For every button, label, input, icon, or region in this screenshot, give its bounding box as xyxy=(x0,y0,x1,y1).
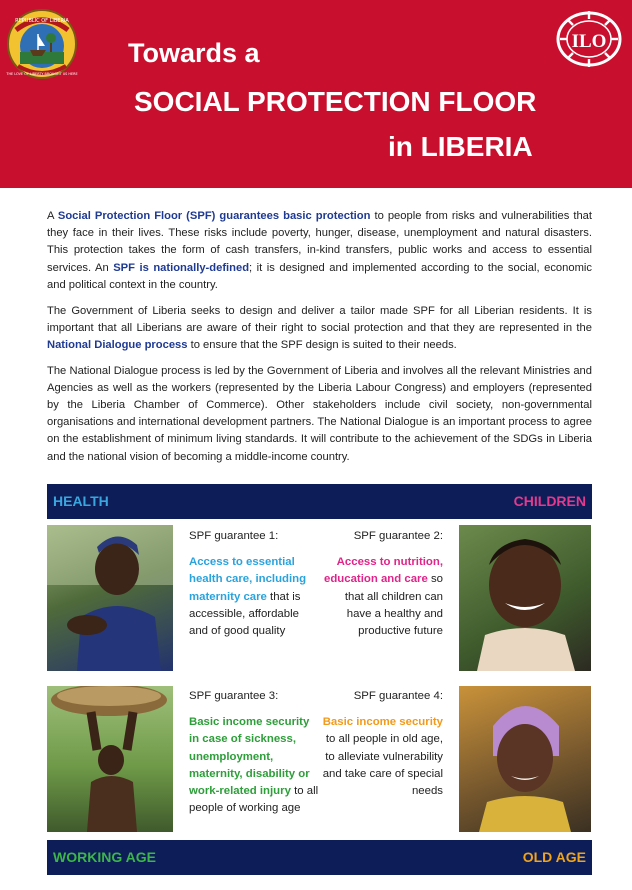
health-children-bar xyxy=(47,484,592,519)
ilo-logo-icon xyxy=(554,8,624,70)
elderly-woman-photo xyxy=(459,686,591,832)
intro-p1-text: ; it is designed and implemented according to the social, economic and political context in the country. xyxy=(47,261,592,291)
intro-p2-text: The Government of Liberia seeks to design and deliver a tailor made SPF for all Liberian residents. It is important that all Liberians are aware of their right to social protection and that they are represented in the xyxy=(47,304,592,334)
health-label: HEALTH xyxy=(53,493,109,509)
guarantee-2-highlight: Access to nutrition, education and care xyxy=(323,556,443,586)
spf-guarantee-2 xyxy=(322,528,443,640)
child-photo xyxy=(459,525,591,671)
working-oldage-bar xyxy=(47,840,592,875)
spf-guarantee-4 xyxy=(322,688,443,800)
seal-top-text: REPUBLIC OF LIBERIA xyxy=(15,18,69,24)
child-illustration xyxy=(459,525,591,671)
intro-p1-highlight: Social Protection Floor (SPF) guarantees basic protection xyxy=(57,210,371,222)
intro-section xyxy=(47,208,592,474)
guarantee-4-body xyxy=(322,714,443,800)
spf-guarantee-1 xyxy=(189,528,317,640)
health-worker-illustration xyxy=(47,525,173,671)
guarantee-3-heading: SPF guarantee 3: xyxy=(189,690,279,702)
old-age-label: OLD AGE xyxy=(522,849,586,865)
health-worker-photo xyxy=(47,525,173,671)
page-title-line-2: SOCIAL PROTECTION FLOOR xyxy=(134,86,537,117)
guarantee-1-heading: SPF guarantee 1: xyxy=(189,530,279,542)
guarantee-2-heading: SPF guarantee 2: xyxy=(353,530,443,542)
guarantee-1-highlight: Access to essential health care, including maternity care xyxy=(189,556,307,603)
guarantee-1-text: that is accessible, affordable and of good quality xyxy=(189,590,301,638)
spf-guarantee-3 xyxy=(189,688,319,817)
intro-p2-text: to ensure that the SPF design is suited to their needs. xyxy=(187,338,457,351)
intro-p2-highlight: National Dialogue process xyxy=(47,338,188,351)
intro-paragraph-1 xyxy=(47,208,592,294)
header-banner xyxy=(0,0,632,188)
liberia-seal-icon xyxy=(6,8,78,80)
worker-illustration xyxy=(47,686,173,832)
intro-p1-text: to people from risks and vulnerabilities that they face in their lives. These risks include poverty, hunger, disease, unemployment and natural disasters. This protection takes the form of cash transfers, in-kind transfers, public works and access to essential services. An xyxy=(47,210,593,274)
guarantee-2-body xyxy=(322,554,443,640)
guarantee-4-heading: SPF guarantee 4: xyxy=(353,690,443,702)
intro-p1-highlight: SPF is nationally-defined xyxy=(113,261,250,274)
working-age-label: WORKING AGE xyxy=(53,849,156,865)
page-title-line-3: in LIBERIA xyxy=(388,131,533,162)
guarantee-4-highlight: Basic income security xyxy=(322,716,443,729)
ilo-logo-text: ILO xyxy=(571,31,607,52)
page-title-line-1: Towards a xyxy=(128,38,260,68)
intro-p1-text: A xyxy=(47,210,58,222)
worker-photo xyxy=(47,686,173,832)
seal-bottom-text: THE LOVE OF LIBERTY BROUGHT US HERE xyxy=(6,72,78,76)
guarantee-3-body xyxy=(189,714,319,817)
guarantee-3-highlight: Basic income security in case of sickness, unemployment, maternity, disability or work-related injury xyxy=(189,716,310,798)
guarantee-3-text: to all people of working age xyxy=(189,785,319,815)
guarantee-1-body xyxy=(189,554,317,640)
elderly-woman-illustration xyxy=(459,686,591,832)
intro-paragraph-3: The National Dialogue process is led by the Government of Liberia and involves all the relevant Ministries and Agencies as well as the workers (represented by the Liberia Labour Congress) and employers (represented by the Liberia Chamber of Commerce). Other stakeholders include civil society, non-governmental organisations and international development partners. The National Dialogue is an important process to agree on the establishment of minimum living standards. It will contribute to the achievement of the SDGs in Liberia and the national vision of becoming a middle-income country. xyxy=(47,364,592,463)
guarantee-4-text: to all people in old age, to alleviate vulnerability and take care of special needs xyxy=(322,733,443,798)
children-label: CHILDREN xyxy=(513,493,586,509)
guarantee-2-text: so that all children can have a healthy and productive future xyxy=(344,573,443,638)
intro-paragraph-2 xyxy=(47,303,592,355)
